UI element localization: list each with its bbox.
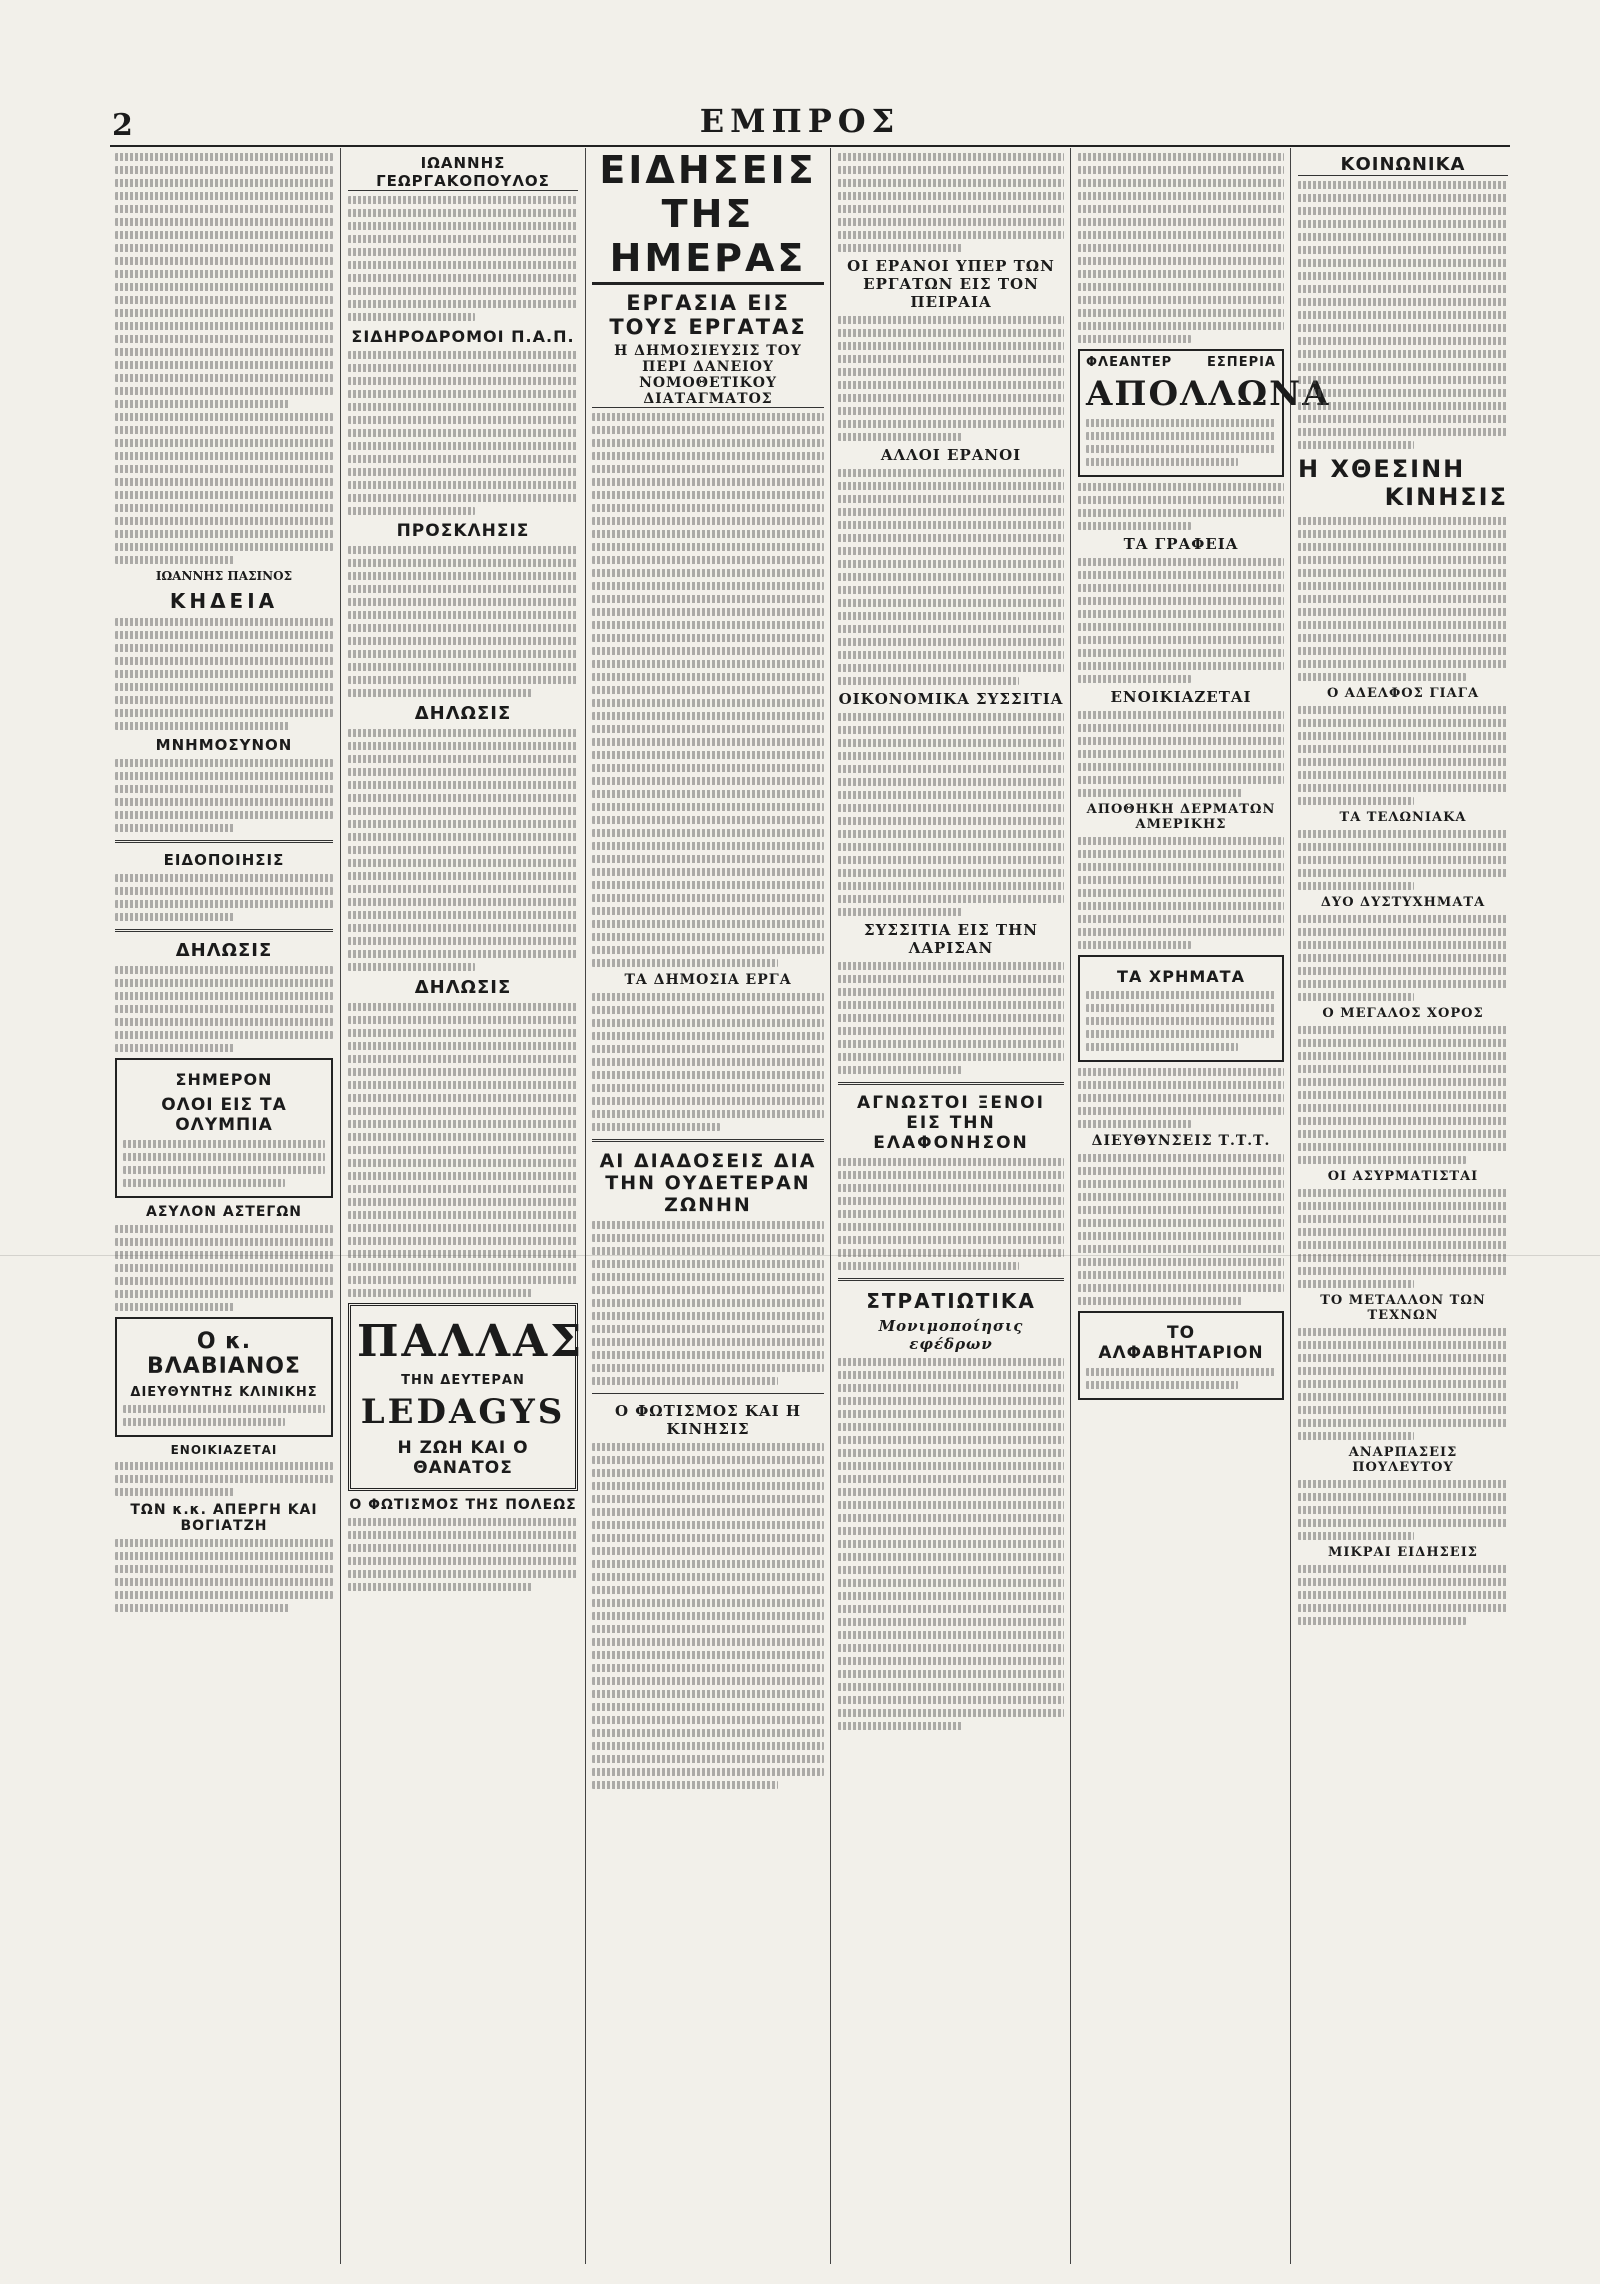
section-heading: ΟΙΚΟΝΟΜΙΚΑ ΣΥΣΣΙΤΙΑ xyxy=(838,690,1064,708)
masthead-rule xyxy=(110,145,1510,147)
section-heading: ΣΥΣΣΙΤΙΑ ΕΙΣ ΤΗΝ ΛΑΡΙΣΑΝ xyxy=(864,921,1038,957)
column-4 xyxy=(838,148,1064,2284)
ad-headline: ΤΑ ΧΡΗΜΑΤΑ xyxy=(1117,967,1245,986)
column-2 xyxy=(348,148,585,2284)
column-1 xyxy=(115,148,333,2284)
section-heading: ΠΡΟΣΚΛΗΣΙΣ xyxy=(396,521,530,541)
ad-subheadline: ΔΙΕΥΘΥΝΤΗΣ ΚΛΙΝΙΚΗΣ xyxy=(130,1385,318,1400)
column-5 xyxy=(1078,148,1331,2284)
section-heading: ΟΙ ΑΣΥΡΜΑΤΙΣΤΑΙ xyxy=(1327,1169,1479,1184)
ad-label: ΦΛΕΑΝΤΕΡ xyxy=(1086,355,1173,370)
section-heading: Ο ΦΩΤΙΣΜΟΣ ΚΑΙ Η ΚΙΝΗΣΙΣ xyxy=(614,1402,802,1438)
section-heading: ΚΟΙΝΩΝΙΚΑ xyxy=(1298,154,1508,176)
article-headline: Η ΔΗΜΟΣΙΕΥΣΙΣ ΤΟΥ ΠΕΡΙ ΔΑΝΕΙΟΥ ΝΟΜΟΘΕΤΙΚΟΥ ΔΙΑΤΑΓΜΑΤΟΣ xyxy=(592,343,824,408)
section-heading: ΑΣΥΛΟΝ ΑΣΤΕΓΩΝ xyxy=(146,1204,302,1220)
section-heading: ΤΑ ΤΕΛΩΝΙΑΚΑ xyxy=(1339,810,1467,825)
section-heading: ΚΗΔΕΙΑ xyxy=(169,589,279,613)
section-heading: ΔΗΛΩΣΙΣ xyxy=(175,940,273,961)
column-rule xyxy=(340,148,341,2264)
section-heading: ΙΩΑΝΝΗΣ ΓΕΩΡΓΑΚΟΠΟΥΛΟΣ xyxy=(348,154,578,191)
article-signature: ΙΩΑΝΝΗΣ ΠΑΣΙΝΟΣ xyxy=(155,569,293,583)
article-headline: ΚΙΝΗΣΙΣ xyxy=(1384,483,1508,511)
article-headline: ΑΓΝΩΣΤΟΙ ΞΕΝΟΙ ΕΙΣ ΤΗΝ ΕΛΑΦΟΝΗΣΟΝ xyxy=(857,1093,1045,1153)
ad-subheadline: Η ΖΩΗ ΚΑΙ Ο ΘΑΝΑΤΟΣ xyxy=(397,1438,529,1478)
ad-headline: LEDAGYS xyxy=(360,1392,566,1432)
section-heading: ΣΙΔΗΡΟΔΡΟΜΟΙ Π.Α.Π. xyxy=(351,327,575,346)
page-headline: ΕΙΔΗΣΕΙΣ ΤΗΣ ΗΜΕΡΑΣ xyxy=(592,148,824,285)
article-headline: ΑΙ ΔΙΑΔΟΣΕΙΣ ΔΙΑ ΤΗΝ ΟΥΔΕΤΕΡΑΝ ΖΩΝΗΝ xyxy=(599,1150,817,1216)
section-heading: ΔΙΕΥΘΥΝΣΕΙΣ Τ.Τ.Τ. xyxy=(1091,1133,1271,1149)
ad-headline: ΑΠΟΛΛΩΝΑ xyxy=(1086,374,1331,414)
column-rule xyxy=(830,148,831,2264)
column-6 xyxy=(1298,148,1508,2284)
ad-headline: ΤΩΝ κ.κ. ΑΠΕΡΓΗ ΚΑΙ ΒΟΓΙΑΤΖΗ xyxy=(130,1502,318,1534)
ad-headline: Ο κ. ΒΛΑΒΙΑΝΟΣ xyxy=(147,1329,301,1379)
page-number: 2 xyxy=(112,108,133,143)
classified-heading: ΕΝΟΙΚΙΑΖΕΤΑΙ xyxy=(1110,688,1252,706)
section-heading: ΑΝΑΡΠΑΣΕΙΣ ΠΟΥΛΕΥΤΟΥ xyxy=(1348,1445,1458,1475)
section-heading: ΤΑ ΔΗΜΟΣΙΑ ΕΡΓΑ xyxy=(624,972,792,988)
section-heading: ΜΝΗΜΟΣΥΝΟΝ xyxy=(155,736,293,754)
section-heading: ΔΗΛΩΣΙΣ xyxy=(414,703,512,724)
classified-heading: ΤΑ ΓΡΑΦΕΙΑ xyxy=(1123,535,1239,553)
section-heading: ΟΙ ΕΡΑΝΟΙ ΥΠΕΡ ΤΩΝ ΕΡΓΑΤΩΝ ΕΙΣ ΤΟΝ ΠΕΙΡΑΙΑ xyxy=(847,257,1055,311)
article-headline: ΕΡΓΑΣΙΑ ΕΙΣ ΤΟΥΣ ΕΡΓΑΤΑΣ xyxy=(609,291,807,339)
classified-heading: ΕΝΟΙΚΙΑΖΕΤΑΙ xyxy=(170,1443,278,1457)
section-heading: ΔΥΟ ΔΥΣΤΥΧΗΜΑΤΑ xyxy=(1320,895,1486,910)
ad-headline: ΟΛΟΙ ΕΙΣ ΤΑ ΟΛΥΜΠΙΑ xyxy=(161,1095,287,1135)
section-heading: ΑΛΛΟΙ ΕΡΑΝΟΙ xyxy=(880,446,1022,464)
ad-subheadline: ΤΗΝ ΔΕΥΤΕΡΑΝ xyxy=(401,1373,525,1388)
ad-headline: ΠΑΛΛΑΣ xyxy=(357,1316,585,1367)
section-heading: ΕΙΔΟΠΟΙΗΣΙΣ xyxy=(163,851,285,869)
column-rule xyxy=(1290,148,1291,2264)
masthead: ΕΜΠΡΟΣ xyxy=(699,102,901,140)
section-heading: ΔΗΛΩΣΙΣ xyxy=(414,977,512,998)
section-heading: Ο ΜΕΓΑΛΟΣ ΧΟΡΟΣ xyxy=(1322,1006,1484,1021)
article-headline: Η ΧΘΕΣΙΝΗ xyxy=(1298,455,1466,483)
section-heading: ΤΟ ΜΕΤΑΛΛΟΝ ΤΩΝ ΤΕΧΝΩΝ xyxy=(1320,1293,1486,1323)
section-heading: ΜΙΚΡΑΙ ΕΙΔΗΣΕΙΣ xyxy=(1328,1545,1478,1560)
section-heading: Ο ΑΔΕΛΦΟΣ ΓΙΑΓΑ xyxy=(1326,686,1480,701)
column-rule xyxy=(1070,148,1071,2264)
classified-heading: ΑΠΟΘΗΚΗ ΔΕΡΜΑΤΩΝ ΑΜΕΡΙΚΗΣ xyxy=(1086,802,1276,832)
article-body xyxy=(115,153,333,564)
column-rule xyxy=(585,148,586,2264)
section-heading: Μονιμοποίησις εφέδρων xyxy=(878,1317,1024,1353)
section-heading: ΣΗΜΕΡΟΝ xyxy=(175,1070,273,1089)
ad-headline: ΤΟ ΑΛΦΑΒΗΤΑΡΙΟΝ xyxy=(1098,1323,1264,1363)
column-3 xyxy=(592,148,824,2284)
section-heading: Ο ΦΩΤΙΣΜΟΣ ΤΗΣ ΠΟΛΕΩΣ xyxy=(349,1497,577,1513)
ad-label: ΕΣΠΕΡΙΑ xyxy=(1207,355,1276,370)
article-headline: ΣΤΡΑΤΙΩΤΙΚΑ xyxy=(866,1289,1036,1313)
